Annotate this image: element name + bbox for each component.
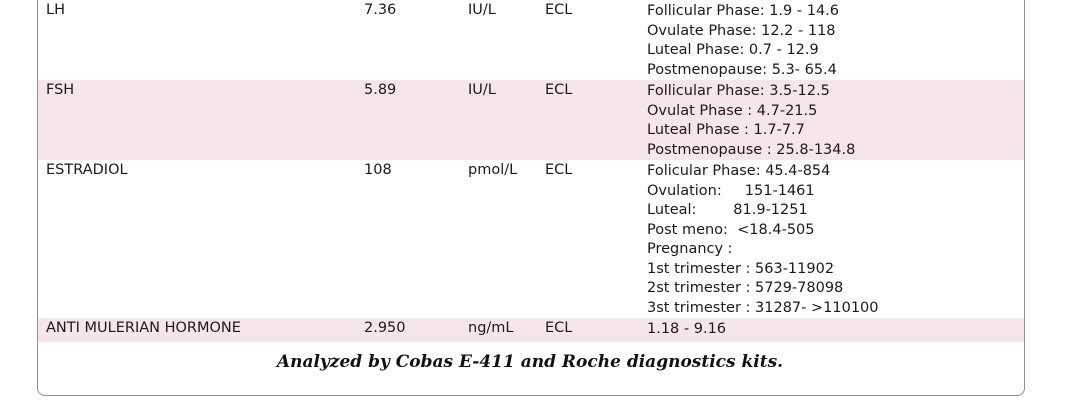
- reference-line: Luteal: 81.9-1251: [647, 202, 808, 218]
- reference-range: [647, 319, 1080, 340]
- table-row-lh: [38, 0, 1024, 80]
- reference-line: Ovulat Phase : 4.7-21.5: [647, 102, 818, 119]
- reference-line: Ovulation: 151-1461: [647, 182, 815, 199]
- reference-line: Pregnancy :: [647, 241, 733, 257]
- reference-line: Ovulate Phase: 12.2 - 118: [647, 22, 836, 39]
- reference-range: [647, 81, 1080, 160]
- reference-line: 1.18 - 9.16: [647, 321, 727, 337]
- reference-line: 1st trimester : 563-11902: [647, 260, 835, 277]
- test-method: ECL: [545, 82, 573, 98]
- table-row-amh: [38, 318, 1024, 342]
- reference-line: Post meno: <18.4-505: [647, 221, 815, 238]
- analyzer-footnote: Analyzed by Cobas E-411 and Roche diagnostics kits.: [276, 352, 784, 372]
- test-method: ECL: [545, 2, 573, 18]
- reference-line: Luteal Phase: 0.7 - 12.9: [647, 42, 819, 58]
- test-name: ANTI MULERIAN HORMONE: [46, 320, 241, 336]
- test-name: ESTRADIOL: [46, 162, 128, 178]
- reference-line: Postmenopause: 5.3- 65.4: [647, 61, 837, 78]
- table-row-estradiol: [38, 160, 1024, 318]
- test-method: ECL: [545, 320, 573, 336]
- test-unit: IU/L: [468, 2, 496, 18]
- test-unit: pmol/L: [468, 162, 518, 178]
- results-table: [38, 0, 1024, 342]
- reference-line: Follicular Phase: 3.5-12.5: [647, 83, 830, 99]
- reference-range: [647, 161, 1080, 318]
- reference-line: 2st trimester : 5729-78098: [647, 280, 844, 296]
- test-value: 2.950: [364, 320, 406, 336]
- reference-range: [647, 1, 1080, 80]
- test-name: LH: [46, 2, 65, 18]
- reference-line: Follicular Phase: 1.9 - 14.6: [647, 3, 840, 19]
- test-method: ECL: [545, 162, 573, 178]
- reference-line: 3st trimester : 31287- >110100: [647, 299, 879, 316]
- reference-line: Luteal Phase : 1.7-7.7: [647, 122, 805, 138]
- test-unit: ng/mL: [468, 320, 514, 336]
- test-unit: IU/L: [468, 82, 496, 98]
- test-value: 7.36: [364, 2, 397, 18]
- table-row-fsh: [38, 80, 1024, 160]
- reference-line: Postmenopause : 25.8-134.8: [647, 141, 856, 158]
- test-value: 5.89: [364, 82, 397, 98]
- reference-line: Folicular Phase: 45.4-854: [647, 163, 831, 179]
- test-name: FSH: [46, 82, 75, 98]
- test-value: 108: [364, 162, 392, 178]
